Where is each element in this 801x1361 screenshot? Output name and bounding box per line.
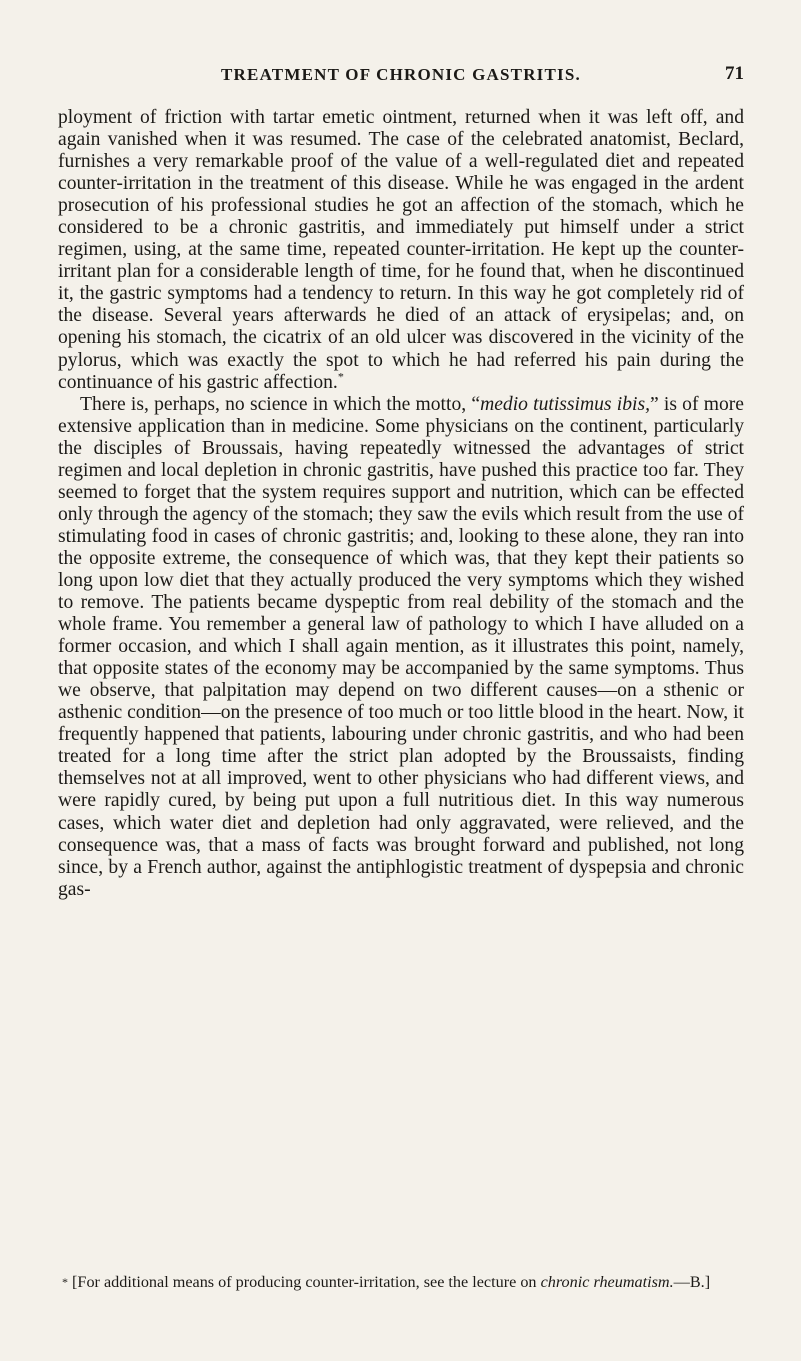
running-head xyxy=(58,65,744,91)
footnote-text xyxy=(58,1272,744,1293)
footnote-italic: chronic rheumatism. xyxy=(540,1273,674,1291)
footnote xyxy=(58,1272,744,1293)
footnote-text-lead: [For additional means of producing counter-irritation, see the lecture on xyxy=(72,1273,541,1291)
footnote-text-tail: —B.] xyxy=(673,1273,711,1291)
body-text xyxy=(58,107,744,901)
running-title: TREATMENT OF CHRONIC GASTRITIS. xyxy=(221,65,581,84)
paragraph-text-rest: ” is of more extensive application than in medicine. Some physicians on the continent, particularly the disciples of Broussais, having repeatedly witnessed the advantages of strict regimen and local depletion in chronic gastritis, have pushed this practice too far. They seemed to forget that the system requires support and nutrition, which can be effected only through the agency of the stomach; they saw the evils which result from the use of stimulating food in cases of chronic gastritis; and, looking to these alone, they ran into the opposite extreme, the consequence of which was, that they kept their patients so long upon low diet that they actually produced the very symptoms which they wished to remove. The patients became dyspeptic from real debility of the stomach and the whole frame. You remember a general law of pathology to which I have alluded on a former occasion, and which I shall again mention, as it illustrates this point, namely, that opposite states of the economy may be accompanied by the same symptoms. Thus we observe, that palpitation may depend on two different causes—on a sthenic or asthenic condition—on the presence of too much or too little blood in the heart. Now, it frequently happened that patients, labouring under chronic gastritis, and who had been treated for a long time after the strict plan adopted by the Broussaists, finding themselves not at all improved, went to other physicians who had different views, and were rapidly cured, by being put upon a full nutritious diet. In this way numerous cases, which water diet and depletion had only aggravated, were relieved, and the consequence was, that a mass of facts was brought forward and published, not long since, by a French author, against the antiphlogistic treatment of dyspepsia and chronic gas- xyxy=(58,393,744,900)
footnote-mark: * xyxy=(62,1275,68,1289)
page-number: 71 xyxy=(725,63,744,84)
paragraph-text-lead: There is, perhaps, no science in which the motto, “ xyxy=(80,393,481,415)
paragraph-text: ployment of friction with tartar emetic ointment, returned when it was left off, and again vanished when it was resumed. The case of the celebrated anatomist, Beclard, furnishes a very remarkable proof of the value of a well-regulated diet and repeated counter-irritation in the treatment of this disease. While he was engaged in the ardent prosecution of his professional studies he got an affection of the stomach, which he considered to be a chronic gastritis, and immediately put himself under a strict regimen, using, at the same time, repeated counter-irritation. He kept up the counter-irritant plan for a considerable length of time, for he found that, when he discontinued it, the gastric symptoms had a tendency to return. In this way he got completely rid of the disease. Several years afterwards he died of an attack of erysipelas; and, on opening his stomach, the cicatrix of an old ulcer was discovered in the vicinity of the pylorus, which was exactly the spot to which he had referred his pain during the continuance of his gastric affection. xyxy=(58,107,744,393)
book-page xyxy=(58,0,744,1361)
footnote-reference: * xyxy=(337,369,344,384)
latin-motto: medio tutissimus ibis, xyxy=(480,393,650,415)
paragraph-medio-tutissimus xyxy=(58,394,744,901)
paragraph-beclard-case xyxy=(58,107,744,394)
